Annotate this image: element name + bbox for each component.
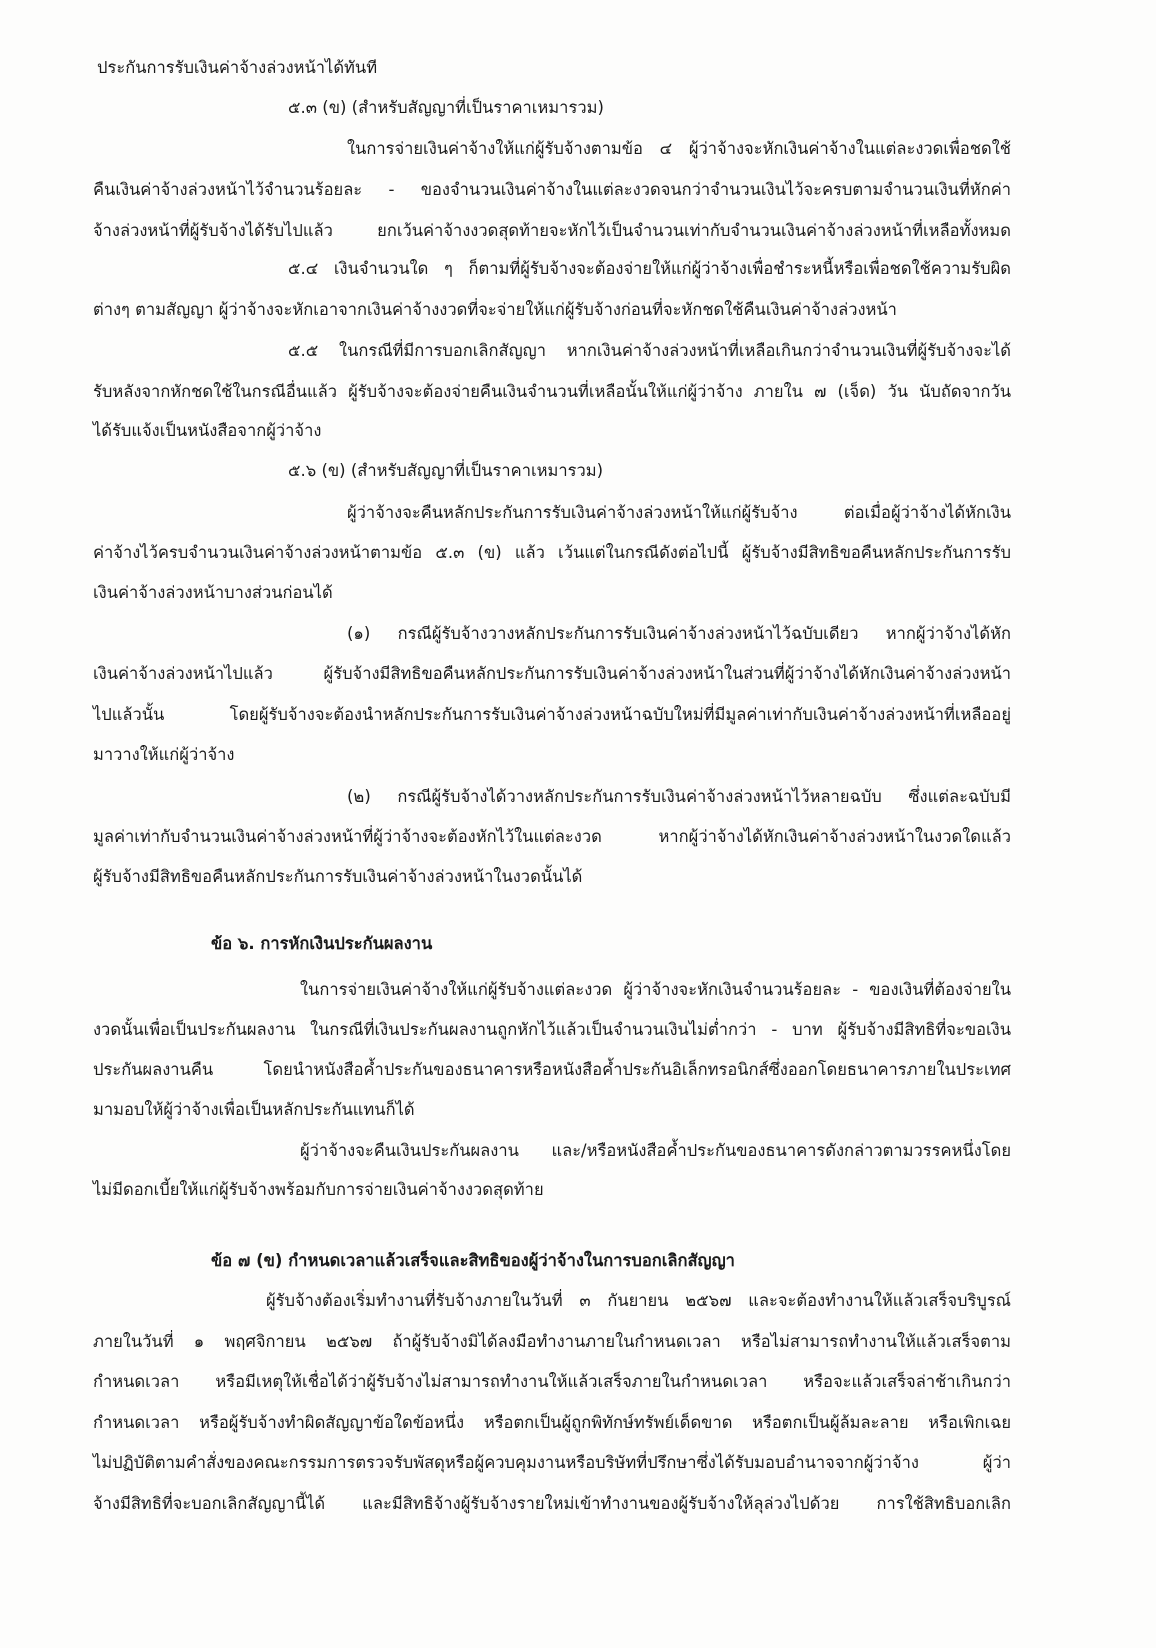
section-heading-7: ข้อ ๗ (ข) กำหนดเวลาแล้วเสร็จและสิทธิของผู้ว่าจ้างในการบอกเลิกสัญญา bbox=[211, 1251, 735, 1270]
text-line: มาวางให้แก่ผู้ว่าจ้าง bbox=[93, 745, 235, 764]
sub-item-1: (๑) กรณีผู้รับจ้างวางหลักประกันการรับเงินค่าจ้างล่วงหน้าไว้ฉบับเดียว หากผู้ว่าจ้างได้หัก bbox=[347, 624, 1011, 643]
text-line: งวดนั้นเพื่อเป็นประกันผลงาน ในกรณีที่เงินประกันผลงานถูกหักไว้แล้วเป็นจำนวนเงินไม่ต่ำกว่า - บาท ผู้รับจ้างมีสิทธิที่จะขอเงิน bbox=[93, 1020, 1011, 1039]
text-line: ไม่ปฏิบัติตามคำสั่งของคณะกรรมการตรวจรับพัสดุหรือผู้ควบคุมงานหรือบริษัทที่ปรึกษาซึ่งได้รับมอบอำนาจจากผู้ว่าจ้าง ผู้ว่า bbox=[93, 1453, 1011, 1472]
text-line: เงินค่าจ้างล่วงหน้าบางส่วนก่อนได้ bbox=[93, 583, 333, 602]
text-line: ต่างๆ ตามสัญญา ผู้ว่าจ้างจะหักเอาจากเงินค่าจ้างงวดที่จะจ่ายให้แก่ผู้รับจ้างก่อนที่จะหักชดใช้คืนเงินค่าจ้างล่วงหน้า bbox=[93, 300, 897, 319]
clause-5-4: ๕.๔ เงินจำนวนใด ๆ ก็ตามที่ผู้รับจ้างจะต้องจ่ายให้แก่ผู้ว่าจ้างเพื่อชำระหนี้หรือเพื่อชดใช้ความรับผิด bbox=[288, 259, 1011, 278]
clause-5-5: ๕.๕ ในกรณีที่มีการบอกเลิกสัญญา หากเงินค่าจ้างล่วงหน้าที่เหลือเกินกว่าจำนวนเงินที่ผู้รับจ้างจะได้ bbox=[288, 341, 1011, 360]
text-line: ไม่มีดอกเบี้ยให้แก่ผู้รับจ้างพร้อมกับการจ่ายเงินค่าจ้างงวดสุดท้าย bbox=[93, 1180, 544, 1199]
text-line: ค่าจ้างไว้ครบจำนวนเงินค่าจ้างล่วงหน้าตามข้อ ๕.๓ (ข) แล้ว เว้นแต่ในกรณีดังต่อไปนี้ ผู้รับจ้างมีสิทธิขอคืนหลักประกันการรับ bbox=[93, 543, 1011, 562]
text-line: ในการจ่ายเงินค่าจ้างให้แก่ผู้รับจ้างแต่ละงวด ผู้ว่าจ้างจะหักเงินจำนวนร้อยละ - ของเงินที่ต้องจ่ายใน bbox=[300, 980, 1011, 999]
text-line: เงินค่าจ้างล่วงหน้าไปแล้ว ผู้รับจ้างมีสิทธิขอคืนหลักประกันการรับเงินค่าจ้างล่วงหน้าในส่วนที่ผู้ว่าจ้างได้หักเงินค่าจ้างล่วงหน้า bbox=[93, 664, 1011, 683]
text-line: ไปแล้วนั้น โดยผู้รับจ้างจะต้องนำหลักประกันการรับเงินค่าจ้างล่วงหน้าฉบับใหม่ที่มีมูลค่าเท่ากับเงินค่าจ้างล่วงหน้าที่เหลืออยู่ bbox=[93, 705, 1011, 724]
sub-item-2: (๒) กรณีผู้รับจ้างได้วางหลักประกันการรับเงินค่าจ้างล่วงหน้าไว้หลายฉบับ ซึ่งแต่ละฉบับมี bbox=[347, 787, 1011, 806]
text-line: ผู้ว่าจ้างจะคืนเงินประกันผลงาน และ/หรือหนังสือค้ำประกันของธนาคารดังกล่าวตามวรรคหนึ่งโดย bbox=[300, 1141, 1011, 1160]
text-line: ในการจ่ายเงินค่าจ้างให้แก่ผู้รับจ้างตามข้อ ๔ ผู้ว่าจ้างจะหักเงินค่าจ้างในแต่ละงวดเพื่อชดใช้ bbox=[347, 139, 1011, 158]
clause-heading-5-3: ๕.๓ (ข) (สำหรับสัญญาที่เป็นราคาเหมารวม) bbox=[288, 98, 604, 117]
text-line: ผู้ว่าจ้างจะคืนหลักประกันการรับเงินค่าจ้างล่วงหน้าให้แก่ผู้รับจ้าง ต่อเมื่อผู้ว่าจ้างได้หักเงิน bbox=[347, 503, 1011, 522]
text-line: ผู้รับจ้างต้องเริ่มทำงานที่รับจ้างภายในวันที่ ๓ กันยายน ๒๕๖๗ และจะต้องทำงานให้แล้วเสร็จบริบูรณ์ bbox=[266, 1291, 1011, 1310]
text-line: มูลค่าเท่ากับจำนวนเงินค่าจ้างล่วงหน้าที่ผู้ว่าจ้างจะต้องหักไว้ในแต่ละงวด หากผู้ว่าจ้างได้หักเงินค่าจ้างล่วงหน้าในงวดใดแล้ว bbox=[93, 827, 1011, 846]
text-line: ผู้รับจ้างมีสิทธิขอคืนหลักประกันการรับเงินค่าจ้างล่วงหน้าในงวดนั้นได้ bbox=[93, 867, 583, 886]
text-line: ภายในวันที่ ๑ พฤศจิกายน ๒๕๖๗ ถ้าผู้รับจ้างมิได้ลงมือทำงานภายในกำหนดเวลา หรือไม่สามารถทำงานให้แล้วเสร็จตาม bbox=[93, 1332, 1011, 1351]
text-line: กำหนดเวลา หรือมีเหตุให้เชื่อได้ว่าผู้รับจ้างไม่สามารถทำงานให้แล้วเสร็จภายในกำหนดเวลา หรือจะแล้วเสร็จล่าช้าเกินกว่า bbox=[93, 1372, 1011, 1391]
text-line: มามอบให้ผู้ว่าจ้างเพื่อเป็นหลักประกันแทนก็ได้ bbox=[93, 1100, 415, 1119]
text-line: ประกันผลงานคืน โดยนำหนังสือค้ำประกันของธนาคารหรือหนังสือค้ำประกันอิเล็กทรอนิกส์ซึ่งออกโดยธนาคารภายในประเทศ bbox=[93, 1060, 1011, 1079]
text-line: จ้างล่วงหน้าที่ผู้รับจ้างได้รับไปแล้ว ยกเว้นค่าจ้างงวดสุดท้ายจะหักไว้เป็นจำนวนเท่ากับจำนวนเงินค่าจ้างล่วงหน้าที่เหลือทั้งหมด bbox=[93, 221, 1011, 240]
text-line: จ้างมีสิทธิที่จะบอกเลิกสัญญานี้ได้ และมีสิทธิจ้างผู้รับจ้างรายใหม่เข้าทำงานของผู้รับจ้างให้ลุล่วงไปด้วย การใช้สิทธิบอกเลิก bbox=[93, 1494, 1011, 1513]
text-line: ได้รับแจ้งเป็นหนังสือจากผู้ว่าจ้าง bbox=[93, 421, 322, 440]
text-line: รับหลังจากหักชดใช้ในกรณีอื่นแล้ว ผู้รับจ้างจะต้องจ่ายคืนเงินจำนวนที่เหลือนั้นให้แก่ผู้ว่าจ้าง ภายใน ๗ (เจ็ด) วัน นับถัดจากวัน bbox=[93, 382, 1011, 401]
clause-heading-5-6: ๕.๖ (ข) (สำหรับสัญญาที่เป็นราคาเหมารวม) bbox=[288, 461, 604, 480]
text-line: คืนเงินค่าจ้างล่วงหน้าไว้จำนวนร้อยละ - ของจำนวนเงินค่าจ้างในแต่ละงวดจนกว่าจำนวนเงินไว้จะครบตามจำนวนเงินที่หักค่า bbox=[93, 180, 1011, 199]
text-line: ประกันการรับเงินค่าจ้างล่วงหน้าได้ทันที bbox=[97, 58, 378, 77]
section-heading-6: ข้อ ๖. การหักเงินประกันผลงาน bbox=[211, 934, 433, 953]
text-line: กำหนดเวลา หรือผู้รับจ้างทำผิดสัญญาข้อใดข้อหนึ่ง หรือตกเป็นผู้ถูกพิทักษ์ทรัพย์เด็ดขาด หรือตกเป็นผู้ล้มละลาย หรือเพิกเฉย bbox=[93, 1413, 1011, 1432]
